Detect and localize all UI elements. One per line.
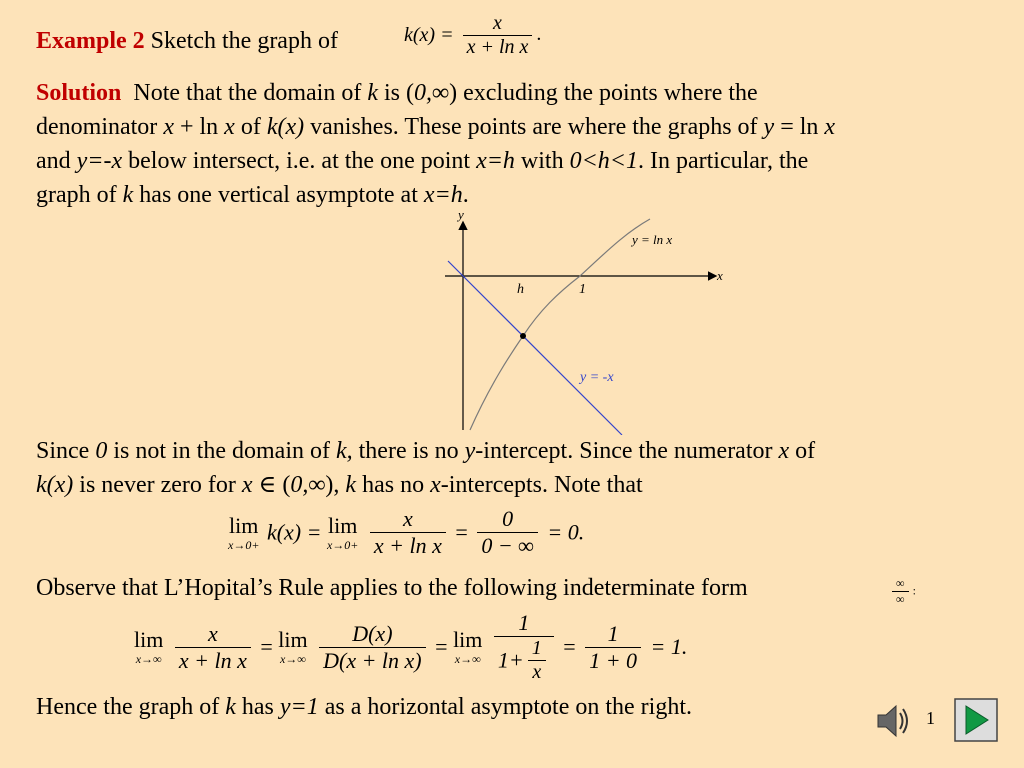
text: y=-x (76, 148, 123, 174)
title-formula (404, 12, 541, 59)
text: k (122, 182, 134, 208)
text: -intercept. Since the numerator (475, 438, 779, 464)
fraction (892, 576, 909, 607)
solution-line-2 (36, 110, 996, 144)
text: of (234, 114, 267, 140)
fraction (528, 637, 546, 684)
y-axis-label: y (458, 207, 464, 222)
text: lim (229, 512, 259, 538)
solution-label: Solution (36, 80, 122, 106)
text: is not in the domain of (107, 438, 336, 464)
text: below intersect, i.e. at the one point (122, 148, 477, 174)
text: vanishes. These points are where the graphs of (304, 114, 764, 140)
text: k (225, 694, 236, 720)
text: has no (356, 472, 431, 498)
text: x→0+ (326, 537, 359, 552)
text: k(x) = (266, 519, 322, 545)
text: x (430, 472, 441, 498)
text: x (403, 506, 413, 531)
intersection-point (520, 333, 526, 339)
page-number: 1 (926, 708, 935, 728)
text: y=1 (279, 694, 319, 720)
fraction (370, 506, 446, 559)
since-line-2 (36, 468, 996, 502)
text: there is no (352, 438, 465, 464)
negx-line-label: y = -x (580, 370, 614, 385)
example-label: Example 2 (36, 28, 145, 54)
text: -intercepts. Note that (440, 472, 643, 498)
lim-operator (228, 512, 260, 552)
text: : (912, 583, 916, 598)
text: D(x + ln x) (319, 647, 426, 674)
text: Observe that L’Hopital’s Rule applies to the following indeterminate form (36, 575, 748, 601)
text: = (563, 634, 576, 659)
text: 0,∞ (290, 472, 326, 498)
text: k(x) (36, 472, 74, 498)
nested-den (494, 636, 554, 684)
graph-diagram (430, 205, 740, 435)
text: ∈ ( (252, 472, 291, 498)
text: Since (36, 438, 96, 464)
text: y (464, 438, 476, 464)
x-axis-label: x (717, 268, 723, 283)
lim-operator (278, 629, 307, 665)
fraction-num: x (493, 12, 502, 34)
text: ), (325, 472, 346, 498)
lim-operator (453, 629, 482, 665)
text: x→0+ (228, 537, 260, 552)
fraction (175, 621, 251, 674)
observe-line (36, 571, 748, 605)
lim-operator (326, 512, 359, 552)
h-label: h (517, 282, 524, 297)
text: is never zero for (73, 472, 242, 498)
text: of (789, 438, 816, 464)
text: ) excluding the points where the (449, 80, 758, 106)
text: lim (278, 627, 308, 652)
speaker-icon[interactable] (872, 700, 914, 742)
text: k (345, 472, 357, 498)
text: ∞ (896, 576, 905, 590)
hence-line (36, 690, 692, 724)
text: x (824, 114, 836, 140)
text: lim (453, 627, 483, 652)
text: x + ln x (370, 532, 446, 559)
limit-equation-2 (134, 610, 687, 684)
text: is ( (377, 80, 414, 106)
text: . In particular, the (637, 148, 809, 174)
fraction-den: x + ln x (463, 35, 533, 59)
text: x=h (476, 148, 515, 174)
text: 1 (518, 610, 530, 635)
text: 1 (607, 620, 619, 646)
text: x→∞ (279, 652, 306, 666)
text: x (241, 472, 253, 498)
text: with (514, 148, 570, 174)
text: = 0. (547, 519, 585, 545)
fraction (494, 610, 554, 684)
text: x (778, 438, 790, 464)
solution-paragraph (36, 76, 996, 212)
text: x→∞ (454, 652, 481, 666)
text: ∞ (892, 591, 909, 607)
text: Note that the domain of (133, 80, 368, 106)
text: has (235, 694, 280, 720)
text: lim (328, 512, 358, 538)
solution-line-1 (36, 76, 996, 110)
text: k (367, 80, 378, 106)
text: x + ln x (175, 647, 251, 674)
text: 1+ (497, 647, 524, 673)
text: graph of (36, 182, 123, 208)
example-text: Sketch the graph of (150, 28, 338, 54)
text: 0 (95, 438, 108, 464)
text: = 1. (650, 634, 688, 659)
text: + ln (173, 114, 225, 140)
ln-curve-label: y = ln x (632, 232, 673, 247)
infinity-fraction (888, 576, 916, 607)
text: denominator (36, 114, 164, 140)
text: D(x) (352, 620, 393, 646)
lim-operator (134, 629, 163, 665)
text: 0,∞ (413, 80, 450, 106)
text: k, (335, 438, 353, 464)
text: and (36, 148, 77, 174)
text: has one vertical asymptote at (133, 182, 424, 208)
text: . (462, 182, 469, 208)
one-label: 1 (579, 282, 586, 297)
text: y (763, 114, 775, 140)
formula-fraction (463, 12, 533, 59)
since-line-1 (36, 434, 996, 468)
negx-line (448, 261, 622, 435)
text: = (455, 519, 468, 545)
fraction (319, 621, 426, 674)
text: 0 (502, 506, 514, 531)
since-paragraph (36, 434, 996, 502)
text: 0 − ∞ (477, 532, 538, 559)
text: 1 (531, 637, 542, 659)
text: x (207, 620, 218, 646)
text: = (260, 634, 273, 659)
text: x (224, 114, 235, 140)
example-heading (36, 24, 338, 58)
solution-line-3 (36, 144, 996, 178)
fraction (585, 621, 641, 674)
text: = ln (774, 114, 825, 140)
text: = (435, 634, 448, 659)
text: as a horizontal asymptote on the right. (318, 694, 693, 720)
text: 1 + 0 (585, 647, 641, 674)
formula-lhs: k(x) = (404, 24, 454, 46)
text: x (163, 114, 174, 140)
text: lim (134, 627, 164, 652)
limit-equation-1 (228, 506, 584, 559)
fraction (477, 506, 538, 559)
text: x=h (423, 182, 463, 208)
text: 0<h<1 (569, 148, 638, 174)
next-slide-button[interactable] (954, 698, 998, 742)
text: Hence the graph of (36, 694, 226, 720)
ln-curve (470, 219, 650, 430)
formula-end: . (536, 23, 542, 46)
text: k(x) (266, 114, 305, 140)
text: x (528, 660, 546, 684)
text: x→∞ (135, 652, 162, 666)
